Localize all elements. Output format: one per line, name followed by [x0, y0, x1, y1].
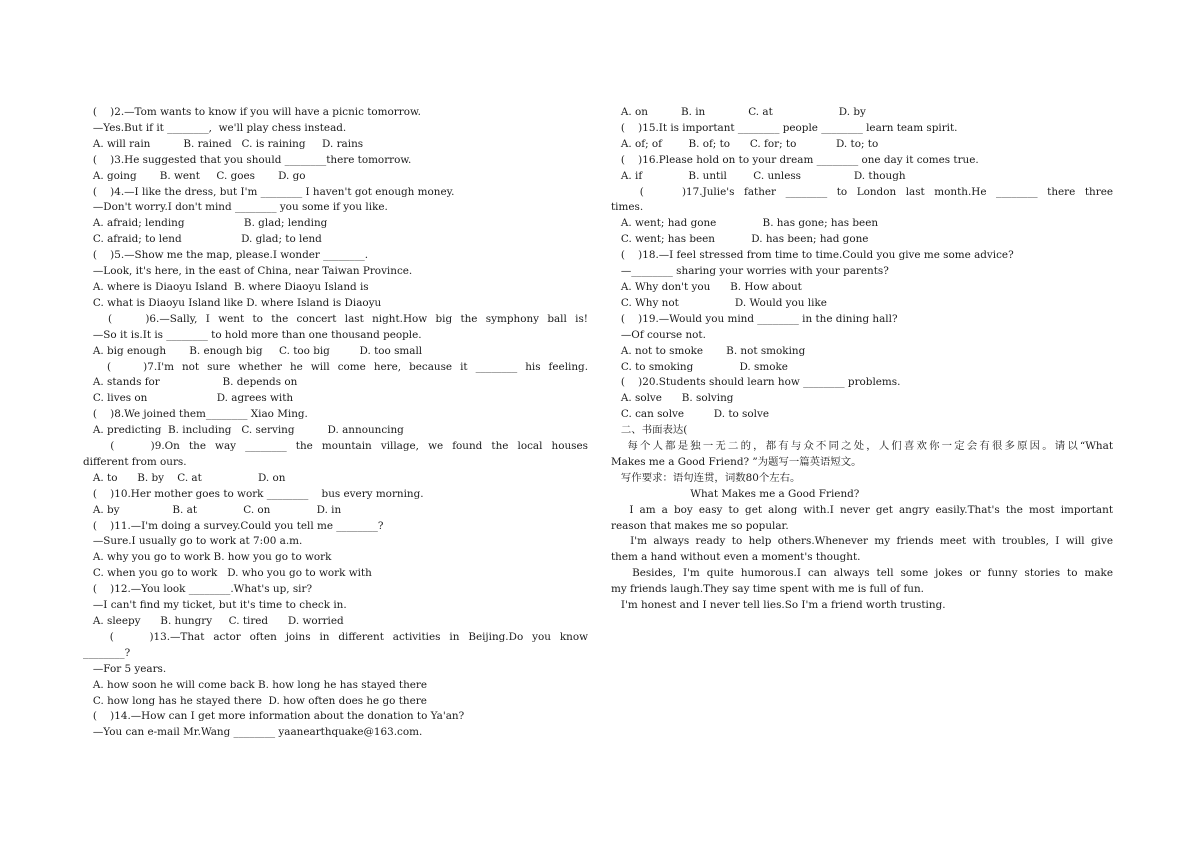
text-line: A. on B. in C. at D. by	[611, 106, 866, 118]
text-line: A. solve B. solving	[611, 392, 734, 405]
text-line: A. to B. by C. at D. on	[83, 471, 286, 484]
text-line: A. of; of B. of; to C. for; to D. to; to	[611, 137, 879, 150]
text-line: ( )14.—How can I get more information about the donation to Ya'an?	[83, 710, 465, 723]
text-line: ( )18.—I feel stressed from time to time.Could you give me some advice?	[611, 249, 1014, 262]
text-line: —You can e-mail Mr.Wang ________ yaanearthquake@163.com.	[83, 726, 423, 739]
text-line: ( )12.—You look ________.What's up, sir?	[83, 583, 313, 596]
text-line: them a hand without even a moment's thought.	[611, 551, 861, 564]
text-line: A. going B. went C. goes D. go	[83, 169, 306, 182]
text-line: —Don't worry.I don't mind ________ you some if you like.	[83, 201, 388, 214]
text-line: ( )20.Students should learn how ________ problems.	[611, 376, 901, 389]
text-line: reason that makes me so popular.	[611, 519, 789, 532]
text-line: —Of course not.	[611, 328, 706, 341]
text-line: —I can't find my ticket, but it's time to check in.	[83, 599, 347, 612]
text-line: A. not to smoke B. not smoking	[611, 344, 806, 357]
text-line: —For 5 years.	[83, 662, 167, 675]
text-line: A. went; had gone B. has gone; has been	[611, 217, 879, 230]
text-line: A. how soon he will come back B. how long he has stayed there	[83, 678, 428, 691]
text-line: A. big enough B. enough big C. too big D. too small	[83, 344, 423, 357]
right-column	[611, 105, 1113, 614]
text-line: A. where is Diaoyu Island B. where Diaoyu Island is	[83, 280, 369, 293]
text-line: A. Why don't you B. How about	[611, 280, 802, 293]
text-line: ( )16.Please hold on to your dream ________ one day it comes true.	[611, 153, 979, 166]
text-line: I'm always ready to help others.Whenever my friends meet with troubles, I will give	[611, 535, 1113, 548]
text-line: ( )7.I'm not sure whether he will come here, because it ________ his feeling.	[83, 360, 588, 373]
text-line: C. Why not D. Would you like	[611, 296, 827, 309]
text-line: A. why you go to work B. how you go to work	[83, 551, 332, 564]
left-column	[83, 105, 588, 741]
text-line: ( )2.—Tom wants to know if you will have a picnic tomorrow.	[83, 106, 421, 118]
text-line: ( )17.Julie's father ________ to London last month.He ________ there three	[611, 185, 1113, 198]
text-line: C. when you go to work D. who you go to work with	[83, 567, 372, 580]
text-line: A. stands for B. depends on	[83, 376, 298, 389]
text-line: ( )3.He suggested that you should ________there tomorrow.	[83, 153, 412, 166]
text-line: ( )6.—Sally, I went to the concert last night.How big the symphony ball is!	[83, 312, 588, 325]
text-line: ( )8.We joined them________ Xiao Ming.	[83, 408, 308, 421]
text-line: 二、书面表达(	[611, 424, 688, 437]
text-line: C. lives on D. agrees with	[83, 392, 294, 405]
text-line: C. how long has he stayed there D. how often does he go there	[83, 694, 427, 707]
text-line: —So it is.It is ________ to hold more than one thousand people.	[83, 328, 422, 341]
text-line: C. afraid; to lend D. glad; to lend	[83, 233, 322, 246]
text-line: A. by B. at C. on D. in	[83, 503, 342, 516]
text-line: C. went; has been D. has been; had gone	[611, 233, 869, 246]
text-line: Besides, I'm quite humorous.I can always tell some jokes or funny stories to make	[611, 567, 1113, 580]
text-line: —Yes.But if it ________, we'll play chess instead.	[83, 121, 347, 134]
text-line: A. predicting B. including C. serving D. announcing	[83, 424, 404, 437]
text-line: I'm honest and I never tell lies.So I'm a friend worth trusting.	[611, 599, 946, 612]
text-line: —Sure.I usually go to work at 7:00 a.m.	[83, 535, 303, 548]
text-line: C. to smoking D. smoke	[611, 360, 788, 373]
text-line: I am a boy easy to get along with.I never get angry easily.That's the most important	[611, 503, 1113, 516]
text-line: 每个人都是独一无二的，都有与众不同之处，人们喜欢你一定会有很多原因。请以“What	[611, 440, 1113, 453]
text-line: times.	[611, 201, 644, 214]
text-line: ________?	[83, 646, 131, 659]
text-line: ( )11.—I'm doing a survey.Could you tell me ________?	[83, 519, 384, 532]
text-line: ( )9.On the way ________ the mountain village, we found the local houses	[83, 440, 588, 453]
text-line: Makes me a Good Friend? ”为题写一篇英语短文。	[611, 455, 862, 468]
text-line: ( )19.—Would you mind ________ in the dining hall?	[611, 312, 898, 325]
text-line: 写作要求：语句连贯，词数80个左右。	[611, 471, 801, 484]
text-line: ( )15.It is important ________ people ________ learn team spirit.	[611, 121, 958, 134]
text-line: —Look, it's here, in the east of China, near Taiwan Province.	[83, 265, 413, 278]
text-line: What Makes me a Good Friend?	[611, 487, 860, 500]
text-line: C. can solve D. to solve	[611, 408, 769, 421]
text-line: ( )4.—I like the dress, but I'm ________ I haven't got enough money.	[83, 185, 455, 198]
text-line: A. afraid; lending B. glad; lending	[83, 217, 328, 230]
text-line: A. will rain B. rained C. is raining D. rains	[83, 137, 364, 150]
text-line: ( )13.—That actor often joins in different activities in Beijing.Do you know	[83, 630, 588, 643]
text-line: A. if B. until C. unless D. though	[611, 169, 906, 182]
text-line: my friends laugh.They say time spent with me is full of fun.	[611, 583, 924, 596]
text-line: A. sleepy B. hungry C. tired D. worried	[83, 615, 344, 627]
text-line: C. what is Diaoyu Island like D. where Island is Diaoyu	[83, 296, 382, 309]
text-line: different from ours.	[83, 455, 187, 468]
text-line: ( )5.—Show me the map, please.I wonder ________.	[83, 249, 369, 262]
text-line: —________ sharing your worries with your parents?	[611, 265, 889, 278]
text-line: ( )10.Her mother goes to work ________ bus every morning.	[83, 487, 424, 500]
